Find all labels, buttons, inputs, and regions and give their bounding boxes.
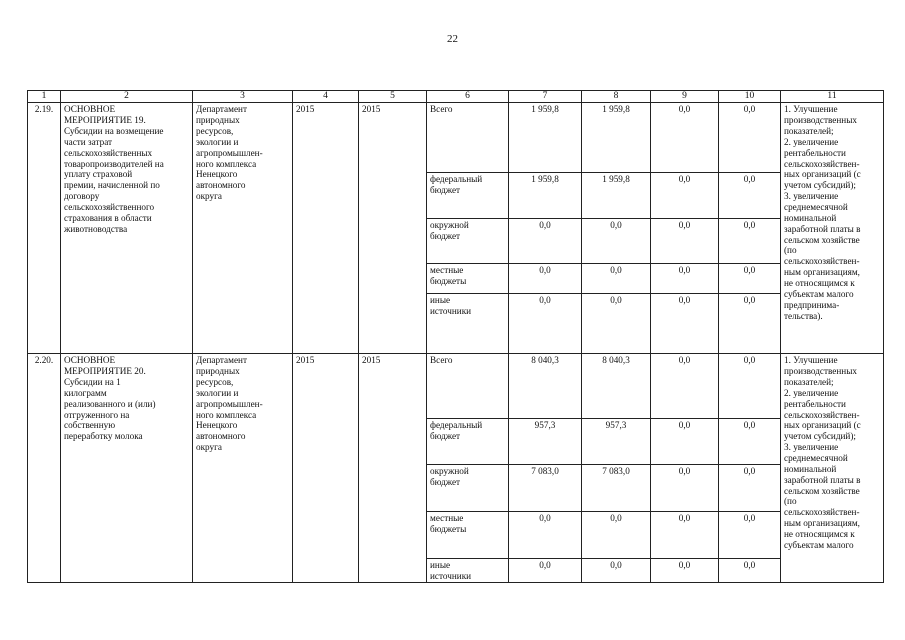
- measure-title: ОСНОВНОЕ МЕРОПРИЯТИЕ 19. Субсидии на возмещение части затрат сельскохозяйственных товаропроизводителей на уплату страховой премии, начисленной по договору сельскохозяйственного страхования в области животноводства: [61, 103, 193, 354]
- measure-title: ОСНОВНОЕ МЕРОПРИЯТИЕ 20. Субсидии на 1 килограмм реализованного и (или) отгруженного на собственную переработку молока: [61, 354, 193, 583]
- value-cell: 0,0: [719, 512, 781, 559]
- value-cell: 0,0: [509, 264, 582, 294]
- funding-source: иные источники: [427, 559, 509, 583]
- program-table: [27, 90, 884, 583]
- value-cell: 0,0: [582, 559, 651, 583]
- value-cell: 0,0: [719, 103, 781, 173]
- header-cell: 7: [509, 91, 582, 103]
- funding-source: федеральный бюджет: [427, 173, 509, 219]
- value-cell: 1 959,8: [582, 173, 651, 219]
- header-cell: 11: [781, 91, 884, 103]
- row-number: 2.20.: [28, 354, 61, 583]
- value-cell: 8 040,3: [582, 354, 651, 419]
- value-cell: 0,0: [509, 559, 582, 583]
- value-cell: 0,0: [651, 419, 719, 465]
- value-cell: 1 959,8: [509, 173, 582, 219]
- value-cell: 7 083,0: [582, 465, 651, 512]
- table-row: [28, 103, 884, 173]
- value-cell: 0,0: [651, 512, 719, 559]
- value-cell: 0,0: [719, 173, 781, 219]
- value-cell: 0,0: [651, 219, 719, 264]
- funding-source: окружной бюджет: [427, 465, 509, 512]
- value-cell: 0,0: [651, 354, 719, 419]
- funding-source: окружной бюджет: [427, 219, 509, 264]
- value-cell: 1 959,8: [582, 103, 651, 173]
- funding-source: Всего: [427, 354, 509, 419]
- table-row: [28, 354, 884, 419]
- header-cell: 8: [582, 91, 651, 103]
- row-number: 2.19.: [28, 103, 61, 354]
- value-cell: 0,0: [582, 264, 651, 294]
- funding-source: Всего: [427, 103, 509, 173]
- header-cell: 5: [359, 91, 427, 103]
- year-end: 2015: [359, 354, 427, 583]
- value-cell: 1 959,8: [509, 103, 582, 173]
- value-cell: 0,0: [719, 354, 781, 419]
- header-cell: 2: [61, 91, 193, 103]
- value-cell: 0,0: [719, 294, 781, 354]
- indicators: 1. Улучшение производственных показателей; 2. увеличение рентабельности сельскохозяйствен- ных организаций (с учетом субсидий); 3. увеличение среднемесячной номинальной заработной платы в сельском хозяйстве (по сельскохозяйствен- ным организациям, не относящимся к субъектам малого: [781, 354, 884, 583]
- header-cell: 1: [28, 91, 61, 103]
- year-start: 2015: [293, 354, 359, 583]
- value-cell: 8 040,3: [509, 354, 582, 419]
- header-cell: 9: [651, 91, 719, 103]
- executor: Департамент природных ресурсов, экологии и агропромышлен- ного комплекса Ненецкого автономного округа: [193, 103, 293, 354]
- value-cell: 7 083,0: [509, 465, 582, 512]
- executor: Департамент природных ресурсов, экологии и агропромышлен- ного комплекса Ненецкого автономного округа: [193, 354, 293, 583]
- value-cell: 0,0: [582, 512, 651, 559]
- header-cell: 4: [293, 91, 359, 103]
- value-cell: 0,0: [719, 264, 781, 294]
- value-cell: 0,0: [651, 559, 719, 583]
- value-cell: 0,0: [719, 465, 781, 512]
- value-cell: 0,0: [719, 559, 781, 583]
- funding-source: иные источники: [427, 294, 509, 354]
- value-cell: 0,0: [651, 173, 719, 219]
- value-cell: 0,0: [582, 294, 651, 354]
- value-cell: 0,0: [651, 103, 719, 173]
- header-cell: 3: [193, 91, 293, 103]
- value-cell: 0,0: [509, 512, 582, 559]
- funding-source: федеральный бюджет: [427, 419, 509, 465]
- value-cell: 0,0: [651, 294, 719, 354]
- value-cell: 0,0: [509, 219, 582, 264]
- header-cell: 6: [427, 91, 509, 103]
- value-cell: 957,3: [582, 419, 651, 465]
- page-number: 22: [447, 33, 458, 45]
- year-end: 2015: [359, 103, 427, 354]
- indicators: 1. Улучшение производственных показателей; 2. увеличение рентабельности сельскохозяйствен- ных организаций (с учетом субсидий); 3. увеличение среднемесячной номинальной заработной платы в сельском хозяйстве (по сельскохозяйствен- ным организациям, не относящимся к субъектам малого предпринима- тельства).: [781, 103, 884, 354]
- value-cell: 0,0: [509, 294, 582, 354]
- value-cell: 0,0: [651, 465, 719, 512]
- funding-source: местные бюджеты: [427, 264, 509, 294]
- header-row: [28, 91, 884, 103]
- header-cell: 10: [719, 91, 781, 103]
- value-cell: 0,0: [719, 219, 781, 264]
- value-cell: 0,0: [582, 219, 651, 264]
- funding-source: местные бюджеты: [427, 512, 509, 559]
- value-cell: 0,0: [719, 419, 781, 465]
- value-cell: 957,3: [509, 419, 582, 465]
- year-start: 2015: [293, 103, 359, 354]
- value-cell: 0,0: [651, 264, 719, 294]
